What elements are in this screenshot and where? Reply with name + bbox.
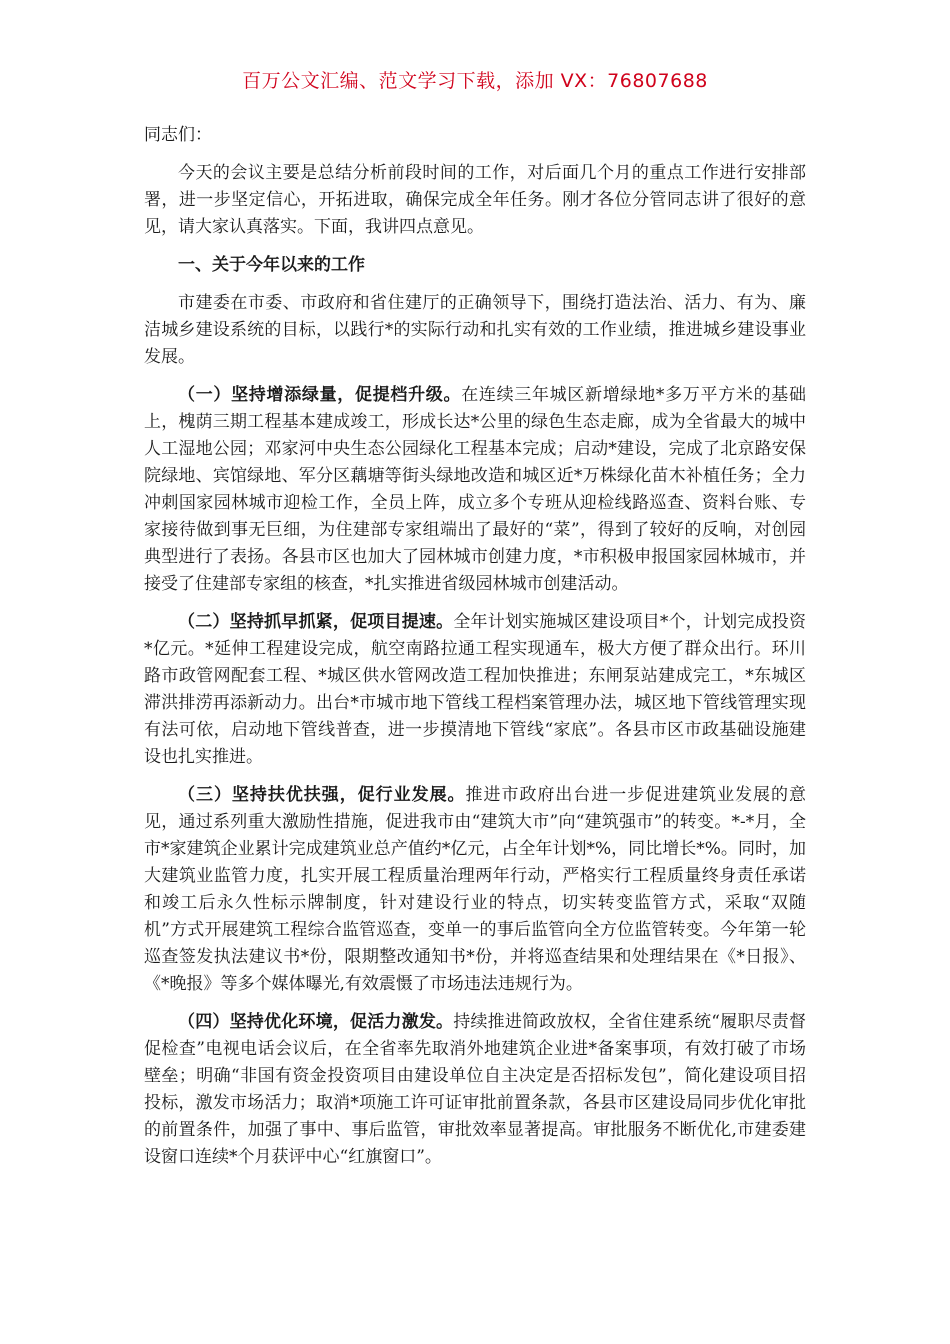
point-lead: （一）坚持增添绿量，促提档升级。 <box>178 385 462 405</box>
point-body: 持续推进简政放权，全省住建系统“履职尽责督促检查”电视电话会议后，在全省率先取消外地建筑企业进*备案事项，有效打破了市场壁垒；明确“非国有资金投资项目由建设单位自主决定是否招标发包”，简化建设项目招投标，激发市场活力；取消*项施工许可证审批前置条款，各县市区建设局同步优化审批的前置条件，加强了事中、事后监管，审批效率显著提高。审批服务不断优化,市建委建设窗口连续*个月获评中心“红旗窗口”。 <box>144 1012 806 1167</box>
point-body: 在连续三年城区新增绿地*多万平方米的基础上，槐荫三期工程基本建成竣工，形成长达*公里的绿色生态走廊，成为全省最大的城中人工湿地公园；邓家河中央生态公园绿化工程基本完成；启动*建设，完成了北京路安保院绿地、宾馆绿地、军分区藕塘等街头绿地改造和城区近*万株绿化苗木补植任务；全力冲刺国家园林城市迎检工作，全员上阵，成立多个专班从迎检线路巡查、资料台账、专家接待做到事无巨细，为住建部专家组端出了最好的“菜”，得到了较好的反响，对创园典型进行了表扬。各县市区也加大了园林城市创建力度，*市积极申报国家园林城市，并接受了住建部专家组的核查，*扎实推进省级园林城市创建活动。 <box>144 385 807 594</box>
point-body: 推进市政府出台进一步促进建筑业发展的意见，通过系列重大激励性措施，促进我市由“建筑大市”向“建筑强市”的转变。*-*月，全市*家建筑企业累计完成建筑业总产值约*亿元，占全年计划*%，同比增长*%。同时，加大建筑业监管力度，扎实开展工程质量治理两年行动，严格实行工程质量终身责任承诺和竣工后永久性标示牌制度，针对建设行业的特点，切实转变监管方式，采取“双随机”方式开展建筑工程综合监管巡查，变单一的事后监管向全方位监管转变。今年第一轮巡查签发执法建议书*份，限期整改通知书*份，并将巡查结果和处理结果在《*日报》、《*晚报》等多个媒体曝光,有效震慑了市场违法违规行为。 <box>144 785 807 994</box>
point-paragraph <box>144 382 806 598</box>
point-paragraph <box>144 609 806 771</box>
intro-paragraph: 今天的会议主要是总结分析前段时间的工作，对后面几个月的重点工作进行安排部署，进一步坚定信心，开拓进取，确保完成全年任务。刚才各位分管同志讲了很好的意见，请大家认真落实。下面，我讲四点意见。 <box>144 163 806 237</box>
point-body: 全年计划实施城区建设项目*个，计划完成投资*亿元。*延伸工程建设完成，航空南路拉通工程实现通车，极大方便了群众出行。环川路市政管网配套工程、*城区供水管网改造工程加快推进；东闸泵站建成完工，*东城区滞洪排涝再添新动力。出台*市城市地下管线工程档案管理办法，城区地下管线管理实现有法可依，启动地下管线普查，进一步摸清地下管线“家底”。各县市区市政基础设施建设也扎实推进。 <box>144 612 807 767</box>
point-lead: （三）坚持扶优扶强，促行业发展。 <box>178 785 466 805</box>
point-lead: （二）坚持抓早抓紧，促项目提速。 <box>178 612 454 632</box>
overview-paragraph: 市建委在市委、市政府和省住建厅的正确领导下，围绕打造法治、活力、有为、廉洁城乡建设系统的目标，以践行*的实际行动和扎实有效的工作业绩，推进城乡建设事业发展。 <box>144 293 806 367</box>
document-body <box>144 122 806 1182</box>
salutation: 同志们： <box>144 125 212 145</box>
section-heading: 一、关于今年以来的工作 <box>178 255 365 275</box>
promo-banner: 百万公文汇编、范文学习下载，添加 VX：76807688 <box>242 70 708 92</box>
point-paragraph <box>144 1009 806 1171</box>
point-lead: （四）坚持优化环境，促活力激发。 <box>178 1012 454 1032</box>
point-paragraph <box>144 782 806 998</box>
